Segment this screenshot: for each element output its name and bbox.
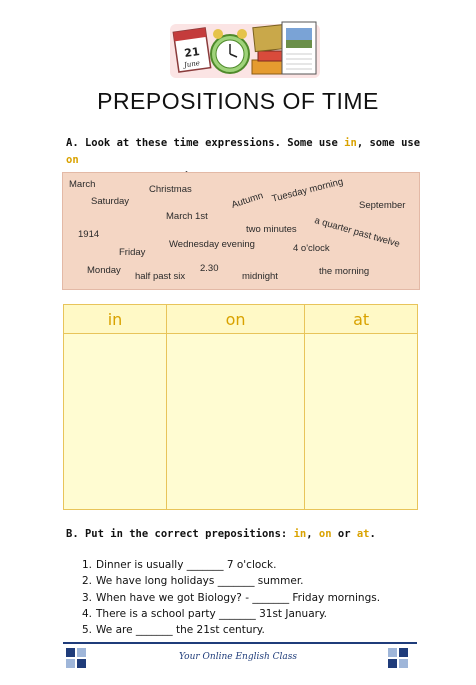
calendar-month: June [183, 59, 201, 70]
time-expression: midnight [242, 271, 278, 282]
footer-text: Your Online English Class [179, 652, 297, 662]
time-expression: Autumn [230, 190, 265, 211]
column-header-in: in [64, 305, 167, 334]
time-expression: Tuesday morning [270, 176, 345, 205]
list-item [82, 557, 380, 573]
time-expression: 1914 [78, 229, 100, 240]
instruction-text: B. Put in the correct prepositions: [66, 528, 294, 540]
exercise-b-instruction [66, 528, 376, 540]
time-expression: half past six [135, 271, 186, 282]
time-expression: Wednesday evening [169, 239, 255, 250]
instruction-text: , some use [356, 137, 421, 149]
calendar-clock-illustration [170, 18, 320, 80]
time-expression: Friday [119, 247, 146, 258]
time-expression: Saturday [91, 196, 130, 207]
sentence-text: We are _______ the 21st century. [96, 624, 265, 637]
sentence-text: Dinner is usually _______ 7 o'clock. [96, 559, 277, 571]
item-number: 3. [82, 591, 93, 604]
item-number: 5. [82, 624, 93, 637]
list-item [82, 606, 380, 622]
time-expression: September [359, 200, 406, 211]
preposition-on: on [66, 154, 79, 166]
column-cell-at[interactable] [305, 334, 418, 510]
column-cell-in[interactable] [64, 334, 167, 510]
time-expression: 2.30 [200, 263, 219, 274]
sentence-text: We have long holidays _______ summer. [96, 575, 304, 588]
time-expression: a quarter past twelve [313, 215, 401, 250]
item-number: 1. [82, 559, 93, 571]
preposition-in: in [293, 528, 307, 540]
time-expression: 4 o'clock [293, 243, 330, 254]
preposition-at: at [356, 528, 370, 540]
instruction-text: . [369, 528, 376, 540]
column-cell-on[interactable] [166, 334, 304, 510]
sentence-list [82, 557, 380, 638]
preposition-in: in [344, 137, 357, 149]
time-expressions-box [62, 172, 420, 290]
time-expression: Monday [87, 265, 121, 276]
list-item [82, 590, 380, 606]
item-number: 2. [82, 575, 93, 588]
preposition-on: on [318, 528, 332, 540]
time-expression: March 1st [166, 211, 208, 222]
list-item [82, 622, 380, 638]
time-expression: March [69, 179, 96, 190]
item-number: 4. [82, 607, 93, 620]
preposition-columns-table [63, 304, 418, 510]
time-expression: the morning [319, 266, 370, 277]
column-header-on: on [166, 305, 304, 334]
time-expression: Christmas [149, 184, 192, 195]
page-title: PREPOSITIONS OF TIME [97, 88, 379, 114]
sentence-text: When have we got Biology? - _______ Friday mornings. [96, 591, 381, 604]
column-header-at: at [305, 305, 418, 334]
instruction-text: A. Look at these time expressions. Some use [66, 137, 345, 149]
instruction-text: or [331, 528, 357, 540]
calendar-day: 21 [183, 45, 201, 61]
list-item [82, 573, 380, 589]
sentence-text: There is a school party _______ 31st January. [96, 607, 328, 620]
footer-divider [63, 642, 417, 644]
instruction-text: , [306, 528, 319, 540]
time-expression: two minutes [246, 224, 297, 235]
